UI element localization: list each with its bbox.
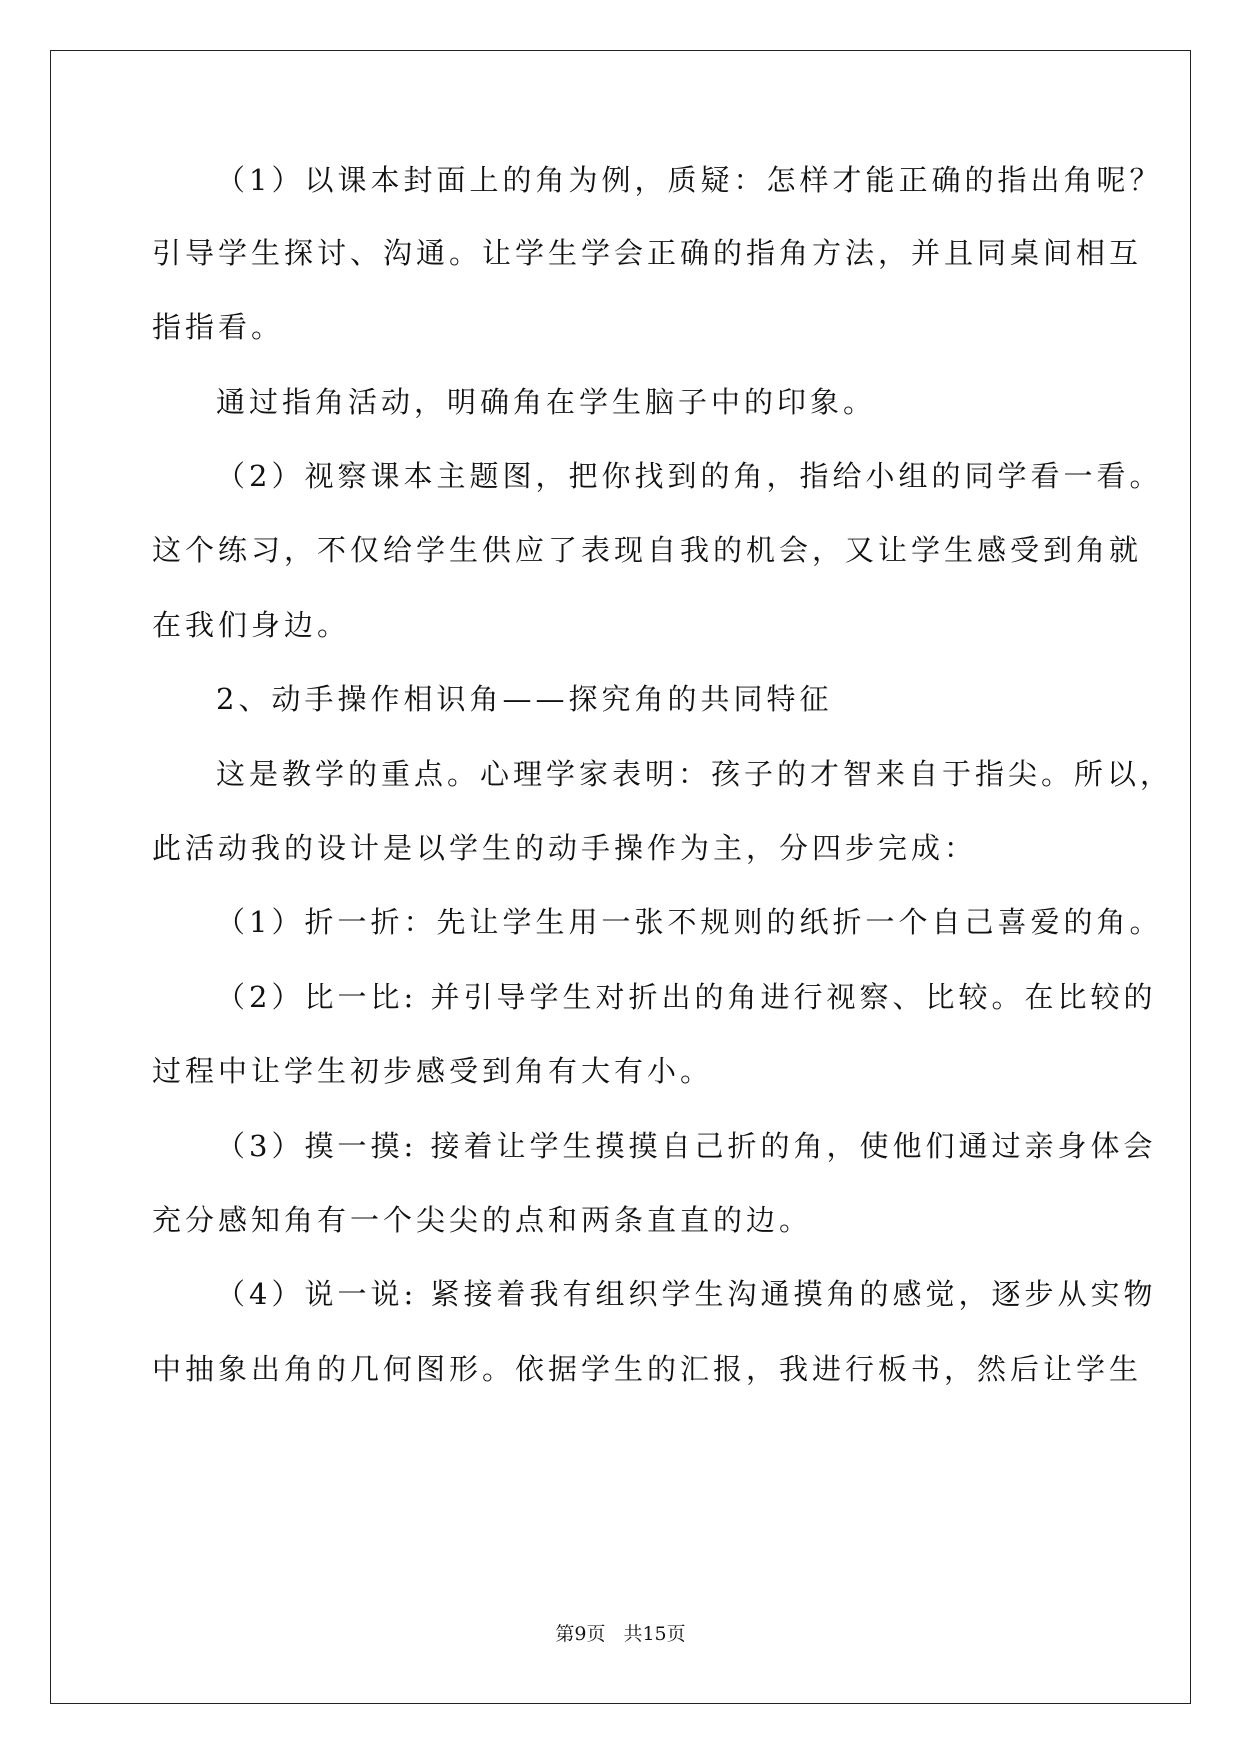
text-line: （1）折一折：先让学生用一张不规则的纸折一个自己喜爱的角。 [216,905,1163,939]
text-line: （2）比一比: 并引导学生对折出的角进行视察、比较。在比较的 [216,980,1157,1014]
text-line: 充分感知角有一个尖尖的点和两条直直的边。 [152,1203,813,1237]
text-line: （2）视察课本主题图，把你找到的角，指给小组的同学看一看。 [216,459,1163,493]
text-line: （3）摸一摸: 接着让学生摸摸自己折的角，使他们通过亲身体会 [216,1129,1157,1163]
text-line: 中抽象出角的几何图形。依据学生的汇报，我进行板书，然后让学生 [152,1352,1143,1386]
text-line: 过程中让学生初步感受到角有大有小。 [152,1054,714,1088]
text-line: 这个练习，不仅给学生供应了表现自我的机会，又让学生感受到角就 [152,533,1143,567]
text-line: （1）以课本封面上的角为例，质疑：怎样才能正确的指出角呢？ [216,163,1163,197]
page-border [50,50,1191,1704]
text-line: （4）说一说: 紧接着我有组织学生沟通摸角的感觉，逐步从实物 [216,1277,1157,1311]
text-line: 这是教学的重点。心理学家表明：孩子的才智来自于指尖。所以， [216,757,1174,791]
text-line: 引导学生探讨、沟通。让学生学会正确的指角方法，并且同桌间相互 [152,236,1143,270]
page-footer [0,1622,1241,1646]
page-total: 共15页 [623,1623,686,1645]
text-line: 在我们身边。 [152,608,351,642]
text-line: 通过指角活动，明确角在学生脑子中的印象。 [216,385,877,419]
section-heading: 2、动手操作相识角——探究角的共同特征 [216,682,833,716]
text-line: 此活动我的设计是以学生的动手操作为主，分四步完成： [152,831,978,865]
page-number: 第9页 [555,1623,606,1645]
text-line: 指指看。 [152,310,285,344]
